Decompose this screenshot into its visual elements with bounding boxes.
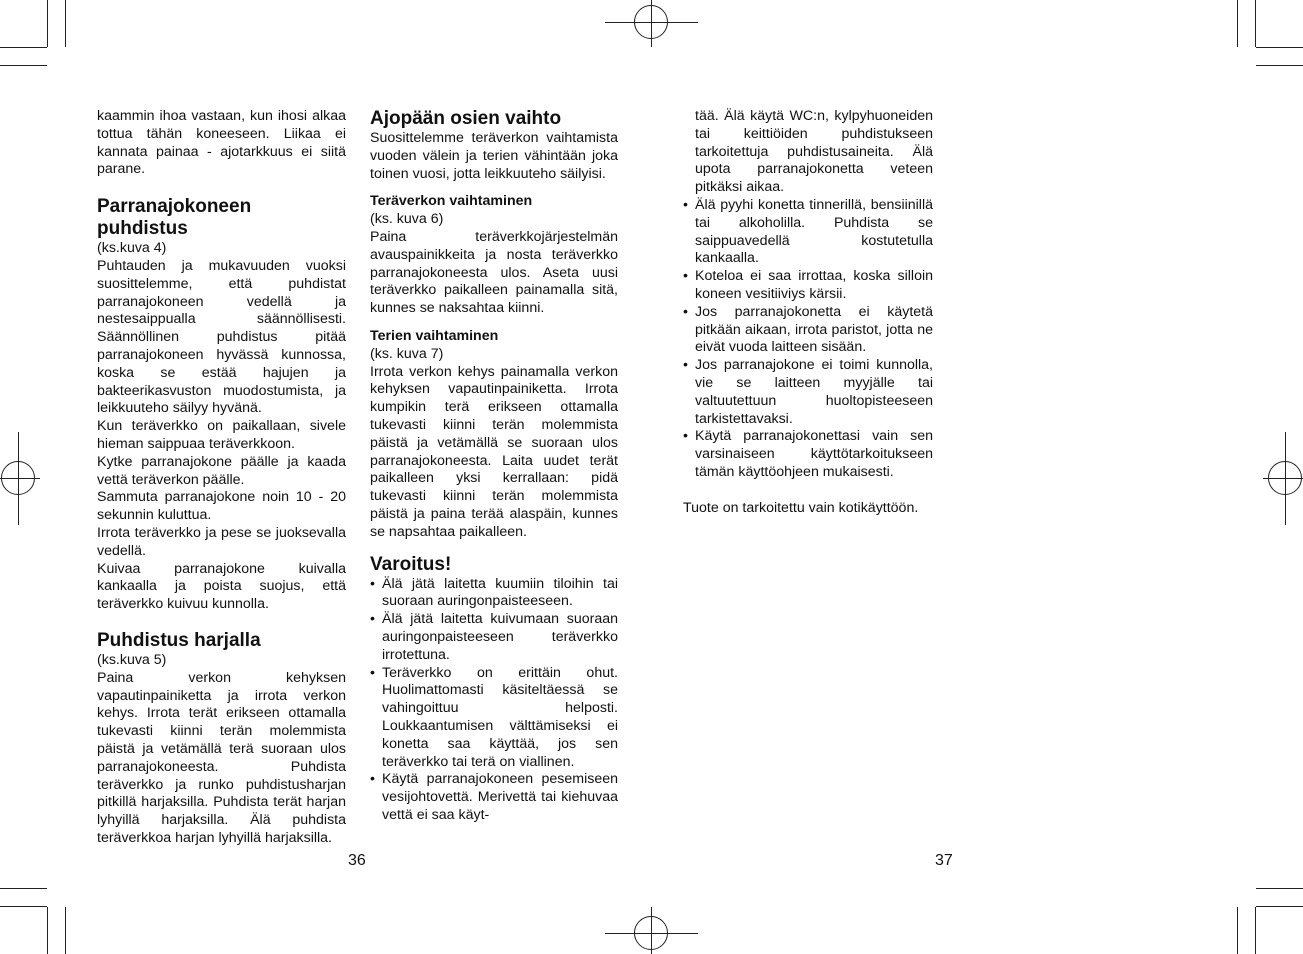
crop-mark [0,65,47,66]
crop-mark [65,0,66,47]
section-heading-parts: Ajopään osien vaihto [370,108,562,129]
figure-reference: (ks. kuva 7) [370,345,444,362]
page-number-right: 37 [935,852,953,869]
list-item: • Käytä parranajokonettasi vain sen varsinaiseen käyttötarkoitukseen tämän käyttöohjeen mukaisesti. [683,428,933,481]
intro-paragraph: kaammin ihoa vastaan, kun ihosi alkaa tottua tähän koneeseen. Liikaa ei kannata painaa - ajotarkkuus ei siitä parane. [97,108,346,178]
list-item: • Älä jätä laitetta kuivumaan suoraan auringonpaisteeseen teräverkko irrotettuna. [370,611,618,664]
subheading-blades: Terien vaihtaminen [370,327,499,344]
body-paragraph: Paina teräverkkojärjestelmän avauspainikkeita ja nosta teräverkko parranajokoneesta ulos. Aseta uusi teräverkko paikalleen painamalla sitä, kunnes se naksahtaa kiinni. [370,228,618,317]
crop-mark [1237,0,1238,47]
crop-mark [1256,47,1303,48]
middle-column [370,108,618,825]
crop-mark [0,888,47,889]
crop-mark [0,47,47,48]
warning-list-continued [683,197,933,482]
list-item: • Jos parranajokone ei toimi kunnolla, vie se laitteen myyjälle tai valtuutettuun huoltopisteeseen tarkistettavaksi. [683,357,933,428]
list-item: • Älä pyyhi konetta tinnerillä, bensiinillä tai alkoholilla. Puhdista se saippuavedellä kostutetulla kankaalla. [683,197,933,268]
crop-mark [47,907,48,954]
crop-mark [65,907,66,954]
section-heading-cleaning: Parranajokoneen puhdistus [97,196,252,240]
registration-mark [1263,478,1303,479]
body-paragraph: Paina verkon kehyksen vapautinpainiketta ja irrota verkon kehys. Irrota terät erikseen ottamalla tukevasti kiinni terän molemmista päistä ja vetämällä terä suoraan ulos parranajokoneesta. Puhdista teräverkko ja runko puhdistusharjan pitkillä harjaksilla. Puhdista terät harjan lyhyillä harjaksilla. Älä puhdista teräverkkoa harjan lyhyillä harjaksilla. [97,669,346,846]
warning-list [370,576,618,825]
page-number-left: 36 [348,852,366,869]
body-paragraph: Sammuta parranajokone noin 10 - 20 sekunnin kuluttua. [97,489,346,524]
list-item: • Koteloa ei saa irrottaa, koska silloin koneen vesitiiviys kärsii. [683,268,933,304]
footer-note: Tuote on tarkoitettu vain kotikäyttöön. [683,499,919,516]
section-heading-brush: Puhdistus harjalla [97,629,261,651]
body-paragraph: Irrota teräverkko ja pese se juoksevalla vedellä. [97,524,346,559]
section-heading-warning: Varoitus! [370,553,452,575]
body-paragraph: Kun teräverkko on paikallaan, sivele hieman saippuaa teräverkkoon. [97,418,346,452]
left-page-column [97,108,346,848]
crop-mark [1255,907,1256,954]
registration-mark [1285,432,1286,525]
crop-mark [1237,907,1238,954]
list-item: • Teräverkko on erittäin ohut. Huolimattomasti käsiteltäessä se vahingoittuu helposti. Loukkaantumisen välttämiseksi ei konetta saa käyttää, jos sen teräverkko tai terä on viallinen. [370,665,618,772]
right-page-column [683,108,933,518]
crop-mark [1256,65,1303,66]
figure-reference: (ks.kuva 5) [97,651,167,668]
crop-mark [1256,888,1303,889]
figure-reference: (ks.kuva 4) [97,240,167,257]
subheading-foil: Teräverkon vaihtaminen [370,193,533,210]
intro-paragraph: Suosittelemme teräverkon vaihtamista vuoden välein ja terien vähintään joka toinen vuosi, jotta leikkuuteho säilyisi. [370,130,618,182]
list-item: • Jos parranajokonetta ei käytetä pitkään aikaan, irrota paristot, jotta ne eivät vuoda laitteen sisään. [683,304,933,357]
registration-mark [651,907,652,954]
crop-mark [1255,0,1256,47]
list-item: • Käytä parranajokoneen pesemiseen vesijohtovettä. Merivettä tai kiehuvaa vettä ei saa käyt- [370,771,618,824]
registration-mark [0,478,40,479]
body-paragraph: Puhtauden ja mukavuuden vuoksi suosittelemme, että puhdistat parranajokoneen vedellä ja nestesaippualla säännöllisesti. Säännöllinen puhdistus pitää parranajokoneen hyvässä kunnossa, koska se estää hajujen ja bakteerikasvuston muodostumista, ja leikkuuteho säilyy hyvänä. [97,257,346,417]
body-paragraph: Kuivaa parranajokone kuivalla kankaalla ja poista suojus, että teräverkko kuivuu kunnolla. [97,560,346,613]
crop-mark [47,0,48,47]
continuation-paragraph: tää. Älä käytä WC:n, kylpyhuoneiden tai keittiöiden puhdistukseen tarkoitettuja puhdistusaineita. Älä upota parranajokonetta veteen pitkäksi aikaa. [695,108,933,196]
crop-mark [1256,906,1303,907]
registration-mark [651,0,652,47]
crop-mark [0,906,47,907]
figure-reference: (ks. kuva 6) [370,211,444,228]
body-paragraph: Kytke parranajokone päälle ja kaada vettä teräverkon päälle. [97,453,346,488]
registration-mark [18,432,19,525]
body-paragraph: Irrota verkon kehys painamalla verkon kehyksen vapautinpainiketta. Irrota kumpikin terä erikseen ottamalla tukevasti kiinni terän molemmista päistä ja vetämällä se suoraan ulos parranajokoneesta. Laita uudet terät paikalleen yksi kerrallaan: pidä tukevasti kiinni terän molemmista päistä ja paina terää alaspäin, kunnes se napsahtaa paikalleen. [370,363,618,540]
list-item: • Älä jätä laitetta kuumiin tiloihin tai suoraan auringonpaisteeseen. [370,576,618,612]
